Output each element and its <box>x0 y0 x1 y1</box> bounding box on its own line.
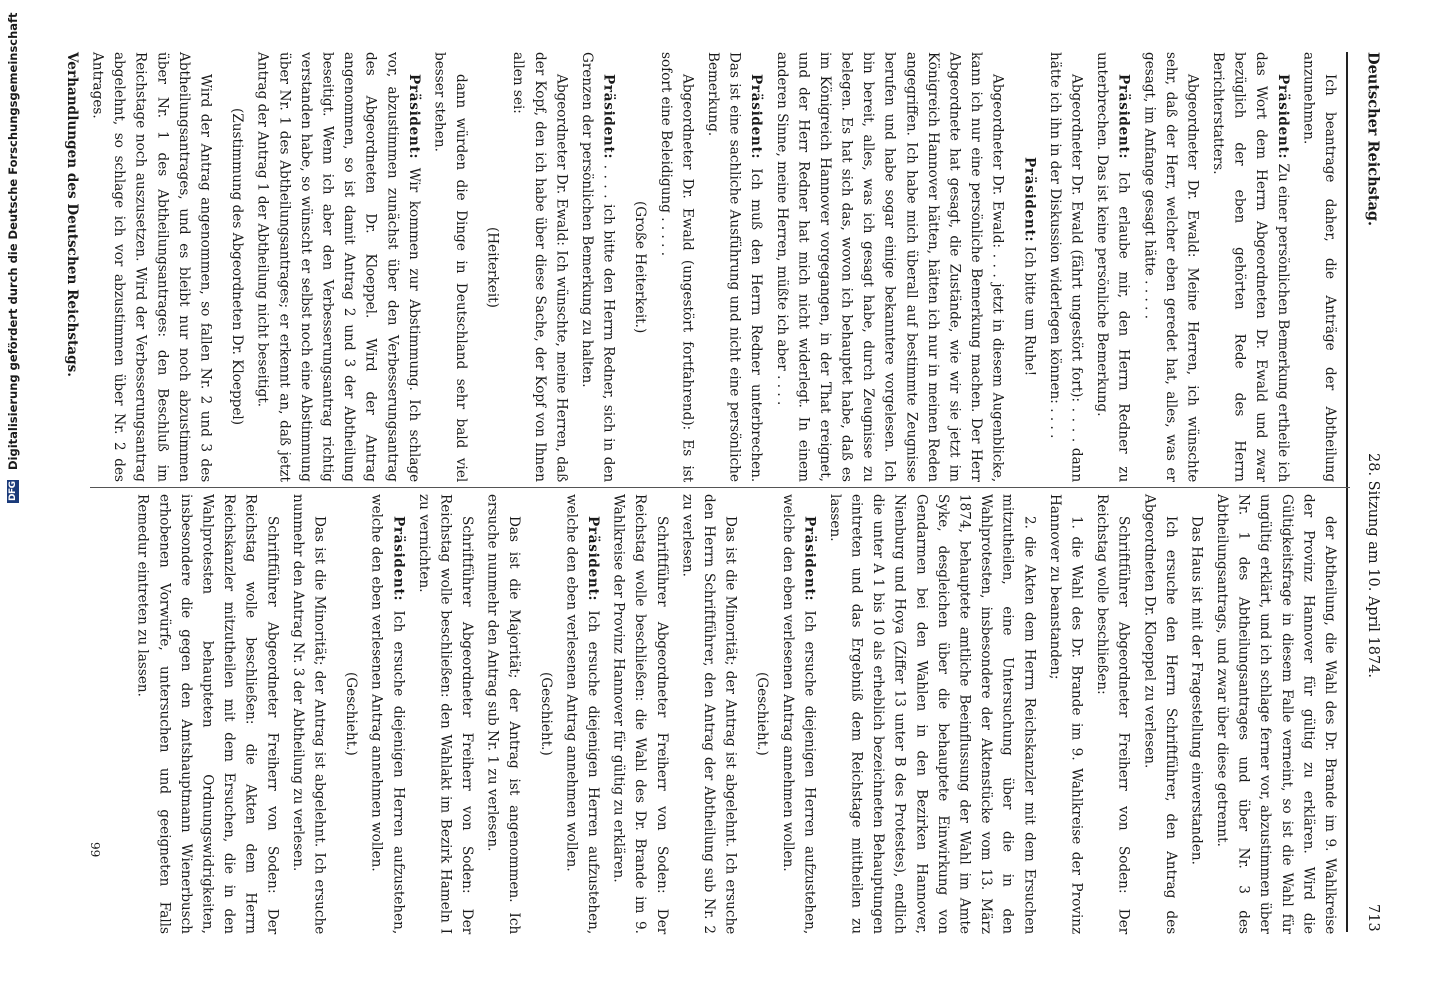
paragraph-text: (Geschieht.) <box>537 672 554 756</box>
paragraph <box>131 494 282 934</box>
paragraph-text: Ich ersuche diejenigen Herren aufzustehen, welche den eben verlesenen Antrag annehmen wollen. <box>779 494 818 934</box>
page-header <box>1360 52 1386 932</box>
paragraph <box>823 494 1039 934</box>
paragraph-text: Ich erlaube mir, den Herrn Redner zu unterbrechen. Das ist keine persönliche Bemerkung. <box>1094 52 1132 483</box>
journal-title: Deutscher Reichstag. <box>1364 52 1382 227</box>
page-number: 713 <box>1365 904 1381 932</box>
paragraph <box>560 494 603 934</box>
paragraph-text: Ich ersuche diejenigen Herren aufzustehen, welche den eben verlesenen Antrag annehmen wollen. <box>563 494 601 934</box>
speaker-label: Präsident: <box>405 73 422 159</box>
paragraph <box>251 52 424 482</box>
paragraph-text: . . . . ich bitte den Herrn Redner, sich in den Grenzen der persönlichen Bemerkung zu halten. <box>579 52 617 482</box>
paragraph <box>481 52 503 482</box>
paragraph-text: (Geschieht.) <box>754 672 771 756</box>
paragraph <box>629 52 651 482</box>
paragraph <box>1206 52 1292 482</box>
paragraph-text: (Geschieht.) <box>343 672 360 756</box>
paragraph <box>1090 52 1133 482</box>
speaker-label: Präsident: <box>748 73 765 159</box>
digitization-footer <box>3 0 23 1000</box>
paragraph <box>654 52 697 482</box>
paragraph-text: Schriftführer Abgeordneter Freiherr von Soden: Der Reichstag wolle beschließen: die Wahl des Dr. Brande im 9. Wahlkreise der Provinz Hannover für gültig zu erklären. <box>610 494 670 934</box>
paragraph <box>339 494 361 934</box>
paragraph <box>86 52 216 482</box>
header-rule <box>1346 52 1348 932</box>
paragraph <box>286 494 329 934</box>
paragraph-text: Das ist die Majorität; der Antrag ist angenommen. Ich ersuche nunmehr den Antrag sub Nr. 1 zu verlesen. <box>484 494 523 934</box>
paragraph-text: der Abtheilung, die Wahl des Dr. Brande im 9. Wahlkreise der Provinz Hannover für gültig zu erklären. Wird die Gültigkeitsfrage in diesem Falle verneint, so ist die Wahl für ungültig erklärt, und ich schlage ferner vor, abzustimmen über Nr. 1 des Abtheilungsantrages und über Nr. 3 des Abtheilungsantrags, und zwar über diese getrennt. <box>1214 494 1338 934</box>
paragraph <box>481 494 524 934</box>
speaker-label: Präsident: <box>390 515 407 601</box>
paragraph <box>1138 494 1181 934</box>
paragraph-text: Ich muß den Herrn Redner unterbrechen. Das ist eine sachliche Ausführung und nicht eine persönliche Bemerkung. <box>704 52 765 483</box>
paragraph <box>1185 494 1207 934</box>
speaker-label: Präsident: <box>1021 157 1038 243</box>
paragraph-text: Wir kommen zur Abstimmung. Ich schlage vor, abzustimmen zunächst über den Verbesserungsantrag des Abgeordneten Dr. Kloeppel. Wird der Antrag angenommen, so ist damit Antrag 2 und 3 der Abtheilung beseitigt. Wenn ich aber den Verbesserungsantrag richtig verstanden habe, so wünscht er selbst noch eine Abstimmung über Nr. 1 des Abtheilungsantrages; er erkennt an, daß jetzt Antrag der Antrag 1 der Abtheilung nicht beseitigt. <box>254 52 422 482</box>
paragraph-text: Abgeordneter Dr. Ewald: Ich wünschte, meine Herren, daß der Kopf, den ich habe über diese Sache, der Kopf von Ihnen allen sei: <box>510 52 570 482</box>
paragraph-text: Das ist die Minorität; der Antrag ist abgelehnt. Ich ersuche den Herrn Schriftführer, den Antrag der Abtheilung sub Nr. 2 zu verlesen. <box>679 494 739 934</box>
paragraph <box>428 52 471 482</box>
dfg-logo: DFG <box>8 481 18 502</box>
paragraph <box>751 494 773 934</box>
paragraph-text: (Große Heiterkeit.) <box>632 200 649 334</box>
paragraph-text: (Zustimmung des Abgeordneten Dr. Kloeppel) <box>229 108 246 426</box>
paragraph <box>365 494 408 934</box>
column-divider <box>90 487 1350 488</box>
sheet-signature: 99 <box>88 842 102 858</box>
paragraph-text: Ich bitte um Ruhe! <box>1021 246 1038 377</box>
paragraph <box>701 52 766 482</box>
paragraph <box>507 52 572 482</box>
paragraph-text: Ich ersuche diejenigen Herren aufzustehen, welche den eben verlesenen Antrag annehmen wollen. <box>368 494 407 934</box>
paragraph-text: Das ist die Minorität; der Antrag ist abgelehnt. Ich ersuche nunmehr den Antrag Nr. 3 der Abtheilung zu verlesen. <box>289 494 328 934</box>
paragraph-text: Das Haus ist mit der Fragestellung einverstanden. <box>1188 515 1205 865</box>
speaker-label: Präsident: <box>1115 73 1132 159</box>
paragraph-text: Zu einer persönlichen Bemerkung ertheile ich das Wort dem Herrn Abgeordneten Dr. Ewald und zwar bezüglich der eben gehörten Rede des Herrn Berichterstatters. <box>1210 52 1291 482</box>
session-title: 28. Sitzung am 10. April 1874. <box>1365 452 1381 678</box>
paragraph-text: Schriftführer Abgeordneter Freiherr von Soden: Der Reichstag wolle beschließen: den Wahlakt im Bezirk Hameln I zu vernichten. <box>415 494 476 934</box>
paragraph <box>1018 52 1040 482</box>
paragraph-text: Ich beantrage daher, die Anträge der Abtheilung anzunehmen. <box>1300 52 1338 482</box>
speaker-label: Präsident: <box>600 73 617 159</box>
speaker-label: Präsident: <box>1274 73 1291 159</box>
footer-credit: Digitalisierung gefördert durch die Deutsche Forschungsgemeinschaft <box>6 12 20 470</box>
paragraph-text: dann würden die Dinge in Deutschland sehr bald viel besser stehen. <box>431 52 470 482</box>
paragraph <box>575 52 618 482</box>
paragraph-text: Abgeordneter Dr. Ewald (ungestört fortfahrend): Es ist sofort eine Beleidigung . . . . . <box>657 52 696 482</box>
paragraph <box>1297 52 1340 482</box>
paragraph-text: Schriftführer Abgeordneter Freiherr von Soden: Der Reichstag wolle beschließen: <box>1094 494 1132 934</box>
paragraph <box>1090 494 1133 934</box>
column-one <box>63 52 1340 483</box>
paragraph-text: 2. die Akten dem Herrn Reichskanzler mit dem Ersuchen mitzutheilen, eine Untersuchung über die in den Wahlprotesten, insbesondere der Aktenstücke vom 13. März 1874, behauptete amtliche Beeinflussung der Wahl im Amte Syke, desgleichen über die behauptete Einwirkung von Gendarmen bei den Wahlen in den Bezirken Hannover, Nienburg und Hoya (Ziffer 13 unter B des Protestes), endlich die unter A 1 bis 10 als erheblich bezeichneten Behauptungen eintreten und das Ergebniß dem Reichstage mittheilen zu lassen. <box>826 494 1038 934</box>
paragraph-text: (Heiterkeit) <box>484 226 501 308</box>
paragraph-text: Wird der Antrag angenommen, so fallen Nr. 2 und 3 des Abtheilungsantrages, und es bleibt nur noch abzustimmen über Nr. 1 des Abtheilungsantrages: den Beschluß im Reichstage noch auszusetzen. Wird der Verbesserungsantrag abgelehnt, so schlage ich vor abzustimmen über Nr. 2 des Antrages. <box>89 52 214 482</box>
paragraph <box>226 52 248 482</box>
paragraph <box>776 494 819 934</box>
paragraph <box>1210 494 1340 934</box>
paragraph <box>1043 52 1086 482</box>
paragraph-text: Abgeordneter Dr. Ewald (fährt ungestört fort): . . . . dann hätte ich ihn in der Diskussion widerlegen können: . . . . <box>1046 52 1085 482</box>
paragraph-text: Abgeordneter Dr. Ewald: . . . jetzt in diesem Augenblicke, kann ich nur eine persönliche Bemerkung machen. Der Herr Abgeordnete hat gesagt, die Zustände, wie wir sie jetzt im Königreich Hannover hätten, hätten ich nur in meinen Reden angegriffen. Ich habe mich überall auf bestimmte Zeugnisse berufen und habe sogar einige bekanntere vorgelesen. Ich bin bereit, alles, was ich gesagt habe, durch Zeugnisse zu belegen. Es hat sich das, wovon ich behauptet habe, daß es im Königreich Hannover vorgegangen, in der That ereignet, und der Herr Redner hat mich nicht widerlegt. In einem anderen Sinne, meine Herren, müßte ich aber . . . . <box>773 52 1006 482</box>
paragraph <box>1043 494 1086 934</box>
paragraph-text: 1. die Wahl des Dr. Brande im 9. Wahlkreise der Provinz Hannover zu beanstanden; <box>1046 494 1085 934</box>
speaker-label: Präsident: <box>585 515 601 601</box>
paragraph <box>1138 52 1203 482</box>
paragraph <box>770 52 1008 482</box>
speaker-label: Präsident: <box>801 515 818 601</box>
paragraph-text: Ich ersuche den Herrn Schriftführer, den Antrag des Abgeordneten Dr. Kloeppel zu verlesen. <box>1141 494 1179 934</box>
paragraph-text: Abgeordneter Dr. Ewald: Meine Herren, ich wünschte sehr, daß der Herr, welcher eben geredet hat, alles, was er gesagt, im Anfange gesagt hätte . . . . . <box>1141 52 1201 482</box>
paragraph <box>412 494 477 934</box>
paragraph <box>534 494 556 934</box>
column-two <box>84 494 1340 934</box>
paragraph <box>676 494 741 934</box>
paragraph-text: Schriftführer Abgeordneter Freiherr von Soden: Der Reichstag wolle beschließen: die Akten dem Herrn Reichskanzler mitzutheilen mit dem Ersuchen, die in den Wahlprotesten behaupteten Ordnungswidrigkeiten, insbesondere die gegen den Amtshauptmann Wienerbusch erhobenen Vorwürfe, untersuchen und geeigneten Falls Remedur eintreten zu lassen. <box>134 494 281 934</box>
bottom-line: Verhandlungen des Deutschen Reichstags. <box>63 52 80 378</box>
paragraph <box>607 494 672 934</box>
